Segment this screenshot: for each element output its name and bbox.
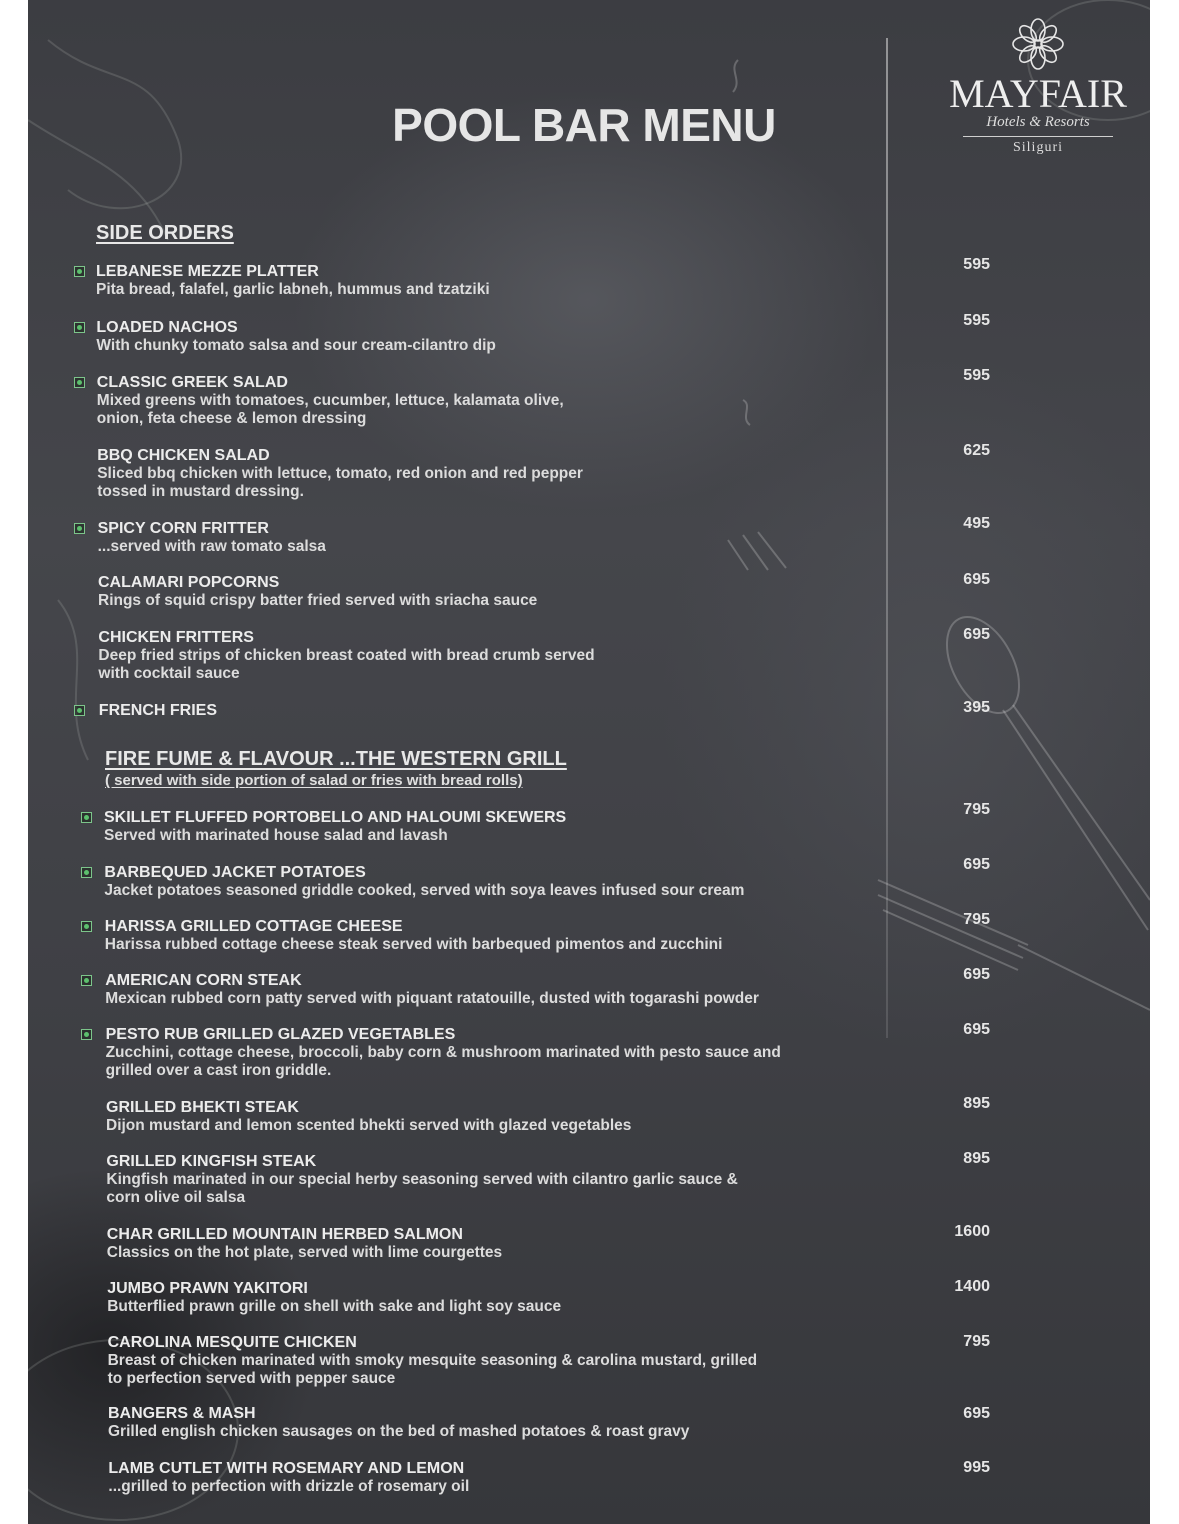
menu-item (97, 373, 887, 428)
menu-item-description: tossed in mustard dressing. (97, 483, 304, 500)
brand-name: MAYFAIR (949, 71, 1127, 116)
menu-item-description: corn olive oil salsa (106, 1189, 246, 1206)
menu-item-price: 795 (963, 911, 990, 928)
menu-item-description: Zucchini, cottage cheese, broccoli, baby corn & mushroom marinated with pesto sauce and (105, 1044, 781, 1061)
menu-item-name: LAMB CUTLET WITH ROSEMARY AND LEMON (108, 1460, 465, 1477)
menu-item-price: 625 (963, 442, 990, 459)
menu-item-name: CLASSIC GREEK SALAD (96, 374, 288, 391)
menu-item-price: 695 (963, 966, 990, 983)
brand-city: Siliguri (1012, 140, 1063, 155)
menu-item-price: 595 (963, 256, 990, 273)
veg-mark-icon (81, 921, 92, 932)
menu-item-price: 695 (963, 1021, 990, 1038)
menu-item-price: 695 (963, 1405, 990, 1422)
brand-tagline: Hotels & Resorts (986, 114, 1090, 130)
menu-item (108, 1333, 898, 1388)
menu-item-description: Mixed greens with tomatoes, cucumber, lettuce, kalamata olive, (96, 392, 564, 409)
veg-mark-icon (81, 1029, 92, 1040)
menu-item-name: CHICKEN FRITTERS (98, 629, 254, 646)
menu-item (106, 1025, 896, 1080)
veg-mark-icon (74, 266, 85, 277)
menu-item-name: AMERICAN CORN STEAK (105, 972, 302, 989)
menu-item (98, 519, 888, 556)
menu-item (99, 701, 889, 720)
menu-item (107, 1279, 897, 1316)
menu-item-price: 995 (963, 1459, 990, 1476)
menu-item-description: Served with marinated house salad and lavash (104, 827, 448, 844)
veg-mark-icon (74, 523, 85, 534)
flower-logo-icon (1008, 18, 1068, 70)
menu-item-price: 495 (963, 515, 990, 532)
veg-mark-icon (81, 812, 92, 823)
mayfair-logo (923, 18, 1150, 156)
section-subheading-western-grill: ( served with side portion of salad or fries with bread rolls) (105, 772, 523, 789)
menu-item-description: Rings of squid crispy batter fried served with sriacha sauce (98, 592, 538, 609)
menu-item-description: Butterflied prawn grille on shell with sake and light soy sauce (107, 1298, 562, 1315)
menu-item-price: 795 (963, 801, 990, 818)
menu-item-price: 695 (963, 856, 990, 873)
section-heading-western-grill: FIRE FUME & FLAVOUR ...THE WESTERN GRILL (105, 748, 567, 770)
menu-item-name: PESTO RUB GRILLED GLAZED VEGETABLES (105, 1026, 456, 1043)
menu-item-name: FRENCH FRIES (98, 702, 218, 719)
veg-mark-icon (74, 322, 85, 333)
veg-mark-icon (81, 867, 92, 878)
menu-item (104, 863, 894, 900)
menu-item (96, 318, 886, 355)
menu-item-description: to perfection served with pepper sauce (107, 1370, 396, 1387)
menu-item-price: 1600 (954, 1223, 990, 1240)
menu-item-price: 895 (963, 1150, 990, 1167)
menu-item (97, 446, 887, 501)
menu-item (105, 917, 895, 954)
menu-item-name: SPICY CORN FRITTER (97, 520, 269, 537)
menu-item-price: 595 (963, 312, 990, 329)
veg-mark-icon (74, 705, 85, 716)
menu-item (106, 1098, 896, 1135)
menu-item-description: onion, feta cheese & lemon dressing (96, 410, 367, 427)
menu-item (108, 1404, 898, 1441)
menu-item-name: GRILLED BHEKTI STEAK (106, 1099, 299, 1116)
section-heading-side-orders: SIDE ORDERS (96, 222, 234, 244)
menu-item-price: 695 (963, 626, 990, 643)
menu-item-description: With chunky tomato salsa and sour cream-cilantro dip (96, 337, 496, 354)
menu-sheet (28, 0, 1150, 1524)
menu-item-name: LEBANESE MEZZE PLATTER (96, 263, 319, 280)
menu-item-description: with cocktail sauce (98, 665, 240, 682)
menu-item-description: ...grilled to perfection with drizzle of rosemary oil (108, 1478, 470, 1495)
menu-item-name: BBQ CHICKEN SALAD (97, 447, 270, 464)
menu-item (104, 808, 894, 845)
menu-item (98, 628, 888, 683)
menu-item (96, 262, 886, 299)
veg-mark-icon (81, 975, 92, 986)
menu-item-description: Sliced bbq chicken with lettuce, tomato, red onion and red pepper (97, 465, 583, 482)
menu-item-name: BANGERS & MASH (108, 1405, 256, 1422)
menu-item-description: Classics on the hot plate, served with lime courgettes (106, 1244, 503, 1261)
menu-item-description: Dijon mustard and lemon scented bhekti served with glazed vegetables (106, 1117, 632, 1134)
menu-item-name: CAROLINA MESQUITE CHICKEN (107, 1334, 357, 1351)
menu-item (98, 573, 888, 610)
menu-item-description: Kingfish marinated in our special herby seasoning served with cilantro garlic sauce & (106, 1171, 738, 1188)
menu-item-name: LOADED NACHOS (96, 319, 238, 336)
menu-item-description: ...served with raw tomato salsa (97, 538, 326, 555)
menu-item-description: Harissa rubbed cottage cheese steak served with barbequed pimentos and zucchini (104, 936, 723, 953)
menu-item-name: HARISSA GRILLED COTTAGE CHEESE (104, 918, 403, 935)
menu-item-price: 695 (963, 571, 990, 588)
menu-item-description: grilled over a cast iron griddle. (105, 1062, 332, 1079)
menu-item-price: 895 (963, 1095, 990, 1112)
veg-mark-icon (74, 377, 85, 388)
menu-item (108, 1459, 898, 1496)
menu-item-name: JUMBO PRAWN YAKITORI (107, 1280, 308, 1297)
menu-item (106, 1152, 896, 1207)
menu-item-description: Pita bread, falafel, garlic labneh, hummus and tzatziki (96, 281, 490, 298)
menu-item (107, 1225, 897, 1262)
menu-item-name: GRILLED KINGFISH STEAK (106, 1153, 317, 1170)
menu-item-price: 595 (963, 367, 990, 384)
menu-item-description: Deep fried strips of chicken breast coated with bread crumb served (98, 647, 595, 664)
menu-item-description: Mexican rubbed corn patty served with piquant ratatouille, dusted with togarashi powder (105, 990, 759, 1007)
menu-item-name: SKILLET FLUFFED PORTOBELLO AND HALOUMI SKEWERS (104, 809, 567, 826)
menu-item-price: 795 (963, 1333, 990, 1350)
menu-item-name: BARBEQUED JACKET POTATOES (104, 864, 366, 881)
menu-item-description: Grilled english chicken sausages on the bed of mashed potatoes & roast gravy (108, 1423, 690, 1440)
menu-item-description: Jacket potatoes seasoned griddle cooked, served with soya leaves infused sour cream (104, 882, 745, 899)
menu-item-name: CHAR GRILLED MOUNTAIN HERBED SALMON (106, 1226, 463, 1243)
menu-item-name: CALAMARI POPCORNS (98, 574, 280, 591)
menu-item-price: 1400 (954, 1278, 990, 1295)
menu-item-description: Breast of chicken marinated with smoky mesquite seasoning & carolina mustard, grilled (107, 1352, 758, 1369)
menu-item (105, 971, 895, 1008)
logo-rule (963, 136, 1113, 137)
menu-item-price: 395 (963, 699, 990, 716)
page-title: POOL BAR MENU (392, 99, 776, 151)
